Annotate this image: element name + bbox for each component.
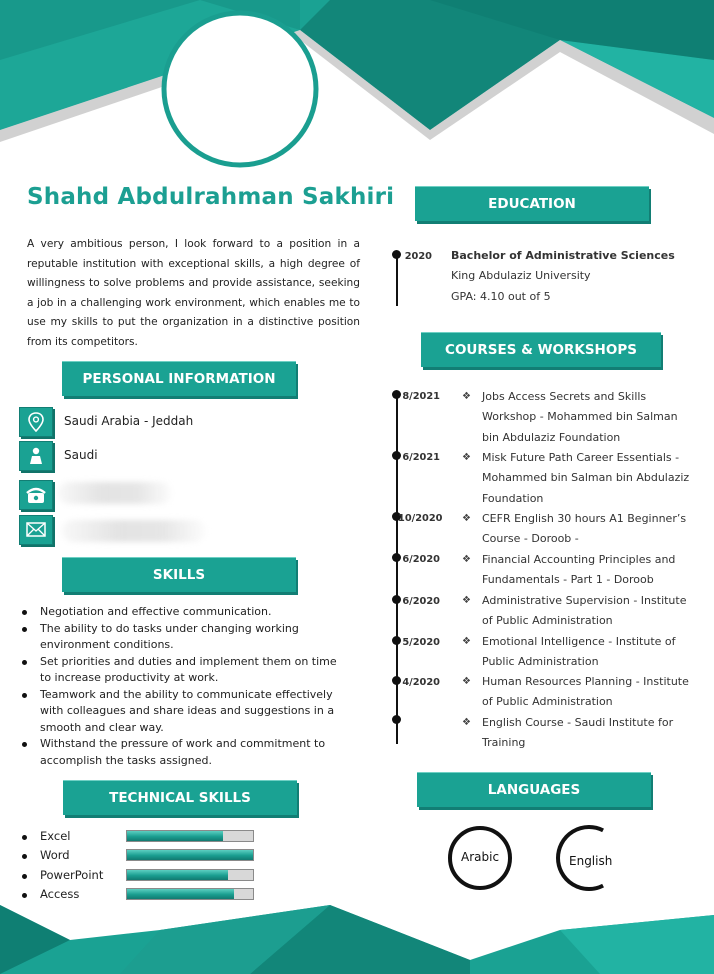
- phone-redacted: [58, 482, 172, 504]
- skill-level-fill: [127, 831, 223, 841]
- course-date: 4/2020: [402, 677, 440, 688]
- course-title: Jobs Access Secrets and Skills Workshop - Mohammed bin Salman bin Abdulaziz Foundation: [482, 390, 678, 444]
- diamond-bullet-icon: ❖: [462, 554, 471, 565]
- candidate-name: Shahd Abdulrahman Sakhiri: [27, 184, 395, 210]
- course-date: 10/2020: [398, 513, 443, 524]
- diamond-bullet-icon: ❖: [462, 513, 471, 524]
- tech-skill-label: Word: [40, 848, 70, 862]
- skill-level-bar: [126, 849, 254, 861]
- diamond-bullet-icon: ❖: [462, 636, 471, 647]
- skills-list: [22, 604, 342, 769]
- education-school: King Abdulaziz University: [451, 269, 591, 282]
- personal-information-heading: PERSONAL INFORMATION: [62, 361, 296, 396]
- course-title: Emotional Intelligence - Institute of Public Administration: [482, 635, 676, 669]
- education-year: 2020: [404, 251, 432, 262]
- skills-heading: SKILLS: [62, 557, 296, 592]
- tech-skill-label: Access: [40, 887, 80, 901]
- course-date: 6/2020: [402, 554, 440, 565]
- course-title: English Course - Saudi Institute for Training: [482, 716, 674, 750]
- telephone-icon: [19, 480, 53, 510]
- envelope-icon: [19, 515, 53, 545]
- education-gpa: GPA: 4.10 out of 5: [451, 290, 551, 303]
- course-date: 6/2021: [402, 452, 440, 463]
- list-item: Negotiation and effective communication.: [22, 604, 342, 621]
- course-date: 6/2020: [402, 596, 440, 607]
- languages-heading: LANGUAGES: [417, 772, 651, 807]
- person-icon: [19, 441, 53, 471]
- education-degree: Bachelor of Administrative Sciences: [451, 249, 675, 262]
- language-label: English: [569, 854, 613, 868]
- profile-summary: A very ambitious person, I look forward to a position in a reputable institution with exceptional skills, a high degree of willingness to solve problems and provide assistance, seeking a job in a challenging work environment, which enables me to use my skills to put the organization in a distinctive position from its competitors.: [27, 238, 360, 348]
- diamond-bullet-icon: ❖: [462, 595, 471, 606]
- skill-level-bar: [126, 888, 254, 900]
- nationality-text: Saudi: [64, 448, 98, 462]
- list-item: The ability to do tasks under changing working environment conditions.: [22, 621, 342, 654]
- skill-level-fill: [127, 850, 253, 860]
- course-date: 5/2020: [402, 637, 440, 648]
- profile-photo-frame: [164, 13, 316, 165]
- courses-timeline: [396, 394, 398, 744]
- skill-level-fill: [127, 870, 228, 880]
- location-pin-icon: [19, 407, 53, 437]
- course-title: Financial Accounting Principles and Fundamentals - Part 1 - Doroob: [482, 553, 676, 587]
- tech-skill-label: PowerPoint: [40, 868, 104, 882]
- skill-level-bar: [126, 830, 254, 842]
- course-date: 8/2021: [402, 391, 440, 402]
- diamond-bullet-icon: ❖: [462, 452, 471, 463]
- diamond-bullet-icon: ❖: [462, 391, 471, 402]
- technical-skills-heading: TECHNICAL SKILLS: [63, 780, 297, 815]
- education-heading: EDUCATION: [415, 186, 649, 221]
- list-item: Set priorities and duties and implement them on time to increase productivity at work.: [22, 654, 342, 687]
- location-text: Saudi Arabia - Jeddah: [64, 414, 194, 428]
- skill-level-bar: [126, 869, 254, 881]
- skill-level-fill: [127, 889, 234, 899]
- timeline-dot: [392, 715, 401, 724]
- courses-heading: COURSES & WORKSHOPS: [421, 332, 661, 367]
- course-title: CEFR English 30 hours A1 Beginner’s Course - Doroob -: [482, 512, 687, 546]
- list-item: Withstand the pressure of work and commitment to accomplish the tasks assigned.: [22, 736, 342, 769]
- diamond-bullet-icon: ❖: [462, 676, 471, 687]
- diamond-bullet-icon: ❖: [462, 717, 471, 728]
- tech-skill-label: Excel: [40, 829, 71, 843]
- course-title: Human Resources Planning - Institute of Public Administration: [482, 675, 689, 709]
- language-label: Arabic: [461, 850, 500, 864]
- list-item: Teamwork and the ability to communicate effectively with colleagues and share ideas and suggestions in a smooth and clear way.: [22, 687, 342, 737]
- email-redacted: [62, 520, 206, 542]
- course-title: Misk Future Path Career Essentials - Mohammed bin Salman bin Abdulaziz Foundation: [482, 451, 690, 505]
- course-title: Administrative Supervision - Institute of Public Administration: [482, 594, 687, 628]
